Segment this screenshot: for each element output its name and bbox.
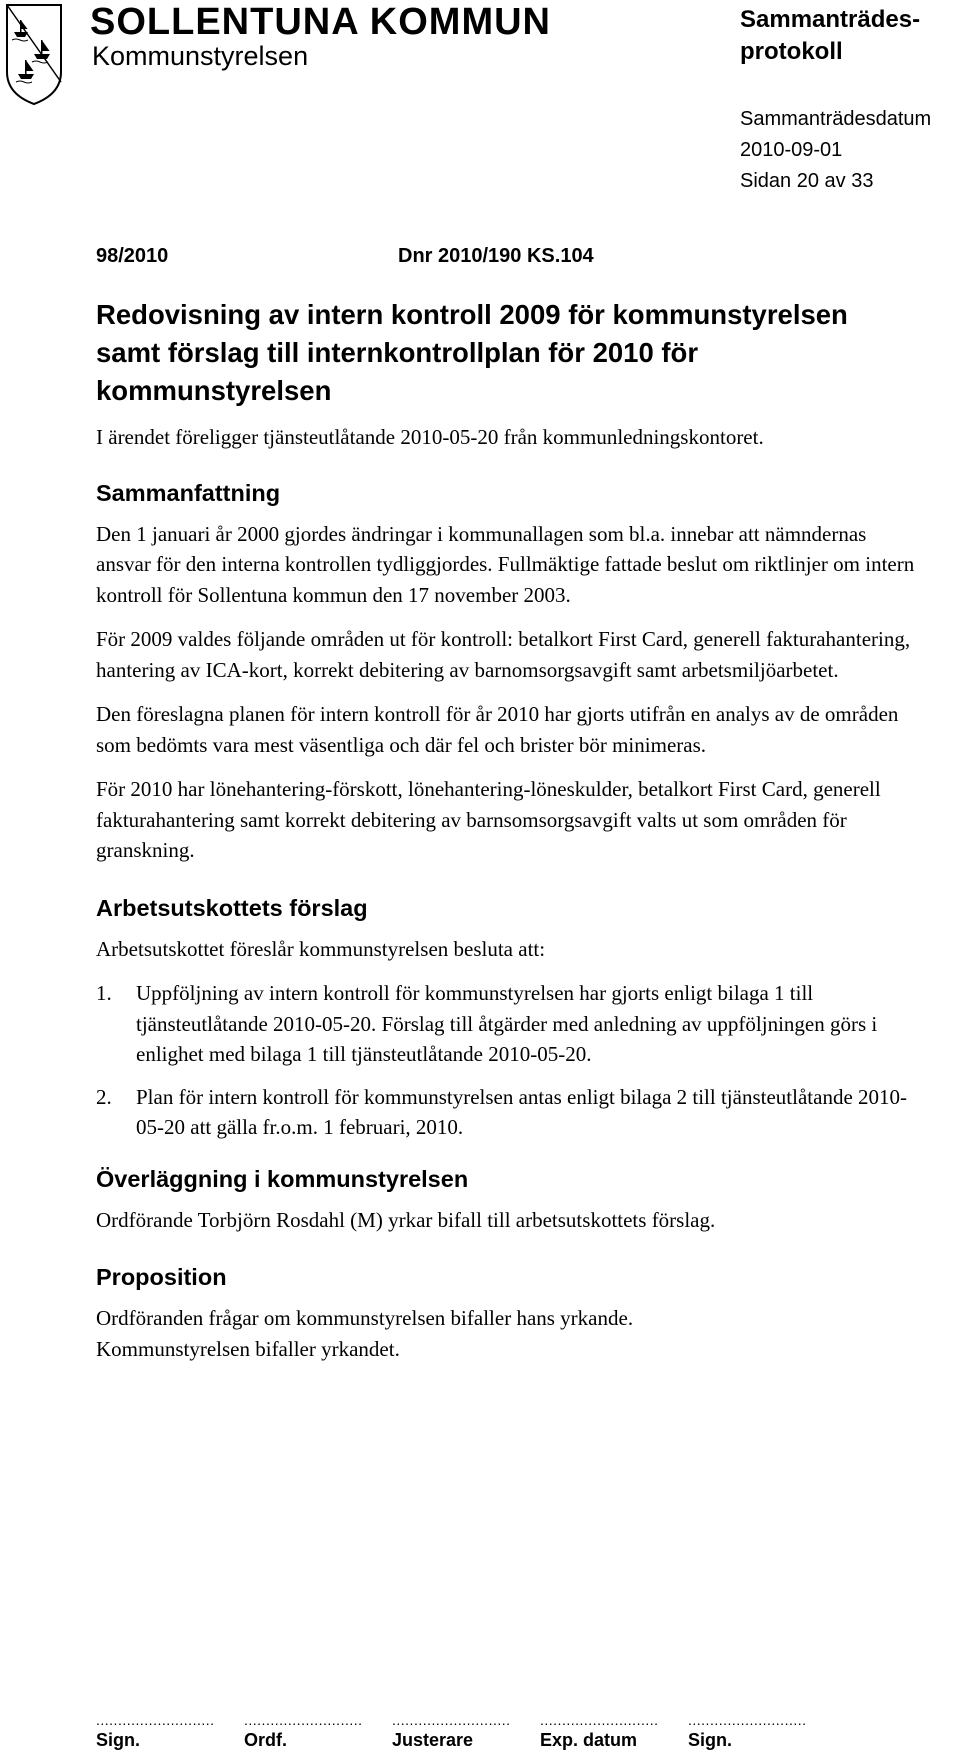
proposition-text <box>96 1303 916 1364</box>
footer-label-exp-datum: Exp. datum <box>540 1730 638 1750</box>
signature-line: ........................... <box>540 1712 659 1728</box>
signature-line: ........................... <box>244 1712 363 1728</box>
footer-column <box>688 1712 838 1752</box>
footer-label-justerare: Justerare <box>392 1730 474 1750</box>
page-info: Sidan 20 av 33 <box>740 170 874 192</box>
intro-paragraph: I ärendet föreligger tjänsteutlåtande 2010-05-20 från kommunledningskontoret. <box>96 425 764 449</box>
list-item <box>96 978 916 1070</box>
case-dnr: Dnr 2010/190 KS.104 <box>398 245 594 267</box>
document-body <box>96 296 916 1378</box>
list-item-number: 1. <box>96 981 112 1005</box>
summary-paragraph: För 2009 valdes följande områden ut för kontroll: betalkort First Card, generell fakturahantering, hantering av ICA-kort, korrekt debitering av barnomsorgsavgift samt arbetsmiljöarbetet. <box>96 627 911 682</box>
signature-line: ........................... <box>96 1712 215 1728</box>
proposal-lead: Arbetsutskottet föreslår kommunstyrelsen besluta att: <box>96 936 546 961</box>
list-item-text: Uppföljning av intern kontroll för kommunstyrelsen har gjorts enligt bilaga 1 till tjänsteutlåtande 2010-05-20. Förslag till åtgärder med anledning av uppföljningen görs i enlighet med bilaga 1 till tjänsteutlåtande 2010-05-20. <box>136 981 878 1066</box>
meeting-date-value: 2010-09-01 <box>740 139 843 161</box>
proposal-list <box>96 978 916 1143</box>
list-item-text: Plan för intern kontroll för kommunstyrelsen antas enligt bilaga 2 till tjänsteutlåtande 2010-05-20 att gälla fr.o.m. 1 februari, 2010. <box>136 1084 908 1139</box>
footer-label-sign: Sign. <box>688 1730 732 1750</box>
footer-column <box>392 1712 542 1752</box>
proposal-heading: Arbetsutskottets förslag <box>96 894 368 921</box>
footer-column <box>96 1712 246 1752</box>
summary-paragraph: Den föreslagna planen för intern kontroll för år 2010 har gjorts utifrån en analys av de områden som bedömts vara mest väsentliga och där fel och brister bör minimeras. <box>96 702 899 757</box>
organization-name: SOLLENTUNA KOMMUN <box>90 1 551 43</box>
signature-line: ........................... <box>688 1712 807 1728</box>
deliberation-heading: Överläggning i kommunstyrelsen <box>96 1165 469 1192</box>
proposition-line: Kommunstyrelsen bifaller yrkandet. <box>96 1336 400 1361</box>
signature-line: ........................... <box>392 1712 511 1728</box>
meeting-date-label: Sammanträdesdatum <box>740 108 932 130</box>
municipality-coat-of-arms-logo <box>4 2 64 106</box>
list-item <box>96 1082 916 1143</box>
list-item-number: 2. <box>96 1084 112 1109</box>
deliberation-text: Ordförande Torbjörn Rosdahl (M) yrkar bifall till arbetsutskottets förslag. <box>96 1207 716 1232</box>
document-type: Sammanträdes-protokoll <box>740 6 921 65</box>
case-number: 98/2010 <box>96 245 169 267</box>
footer-label-ordf: Ordf. <box>244 1730 287 1750</box>
summary-paragraph: För 2010 har lönehantering-förskott, lönehantering-löneskulder, betalkort First Card, generell fakturahantering samt korrekt debitering av barnsomsorgsavgift valts ut som områden för granskning. <box>96 777 881 862</box>
organization-unit: Kommunstyrelsen <box>92 41 309 71</box>
proposition-heading: Proposition <box>96 1264 227 1290</box>
summary-paragraph: Den 1 januari år 2000 gjordes ändringar i kommunallagen som bl.a. innebar att nämndernas ansvar för den interna kontrollen tydliggjordes. Fullmäktige fattade beslut om riktlinjer om intern kontroll för Sollentuna kommun den 17 november 2003. <box>96 521 915 607</box>
summary-heading: Sammanfattning <box>96 479 281 506</box>
proposition-line: Ordföranden frågar om kommunstyrelsen bifaller hans yrkande. <box>96 1306 634 1330</box>
footer-label-sign: Sign. <box>96 1730 140 1750</box>
footer-column <box>244 1712 394 1752</box>
document-title: Redovisning av intern kontroll 2009 för kommunstyrelsen samt förslag till internkontrollplan för 2010 för kommunstyrelsen <box>96 299 848 406</box>
meeting-meta <box>740 104 931 197</box>
footer-column <box>540 1712 690 1752</box>
